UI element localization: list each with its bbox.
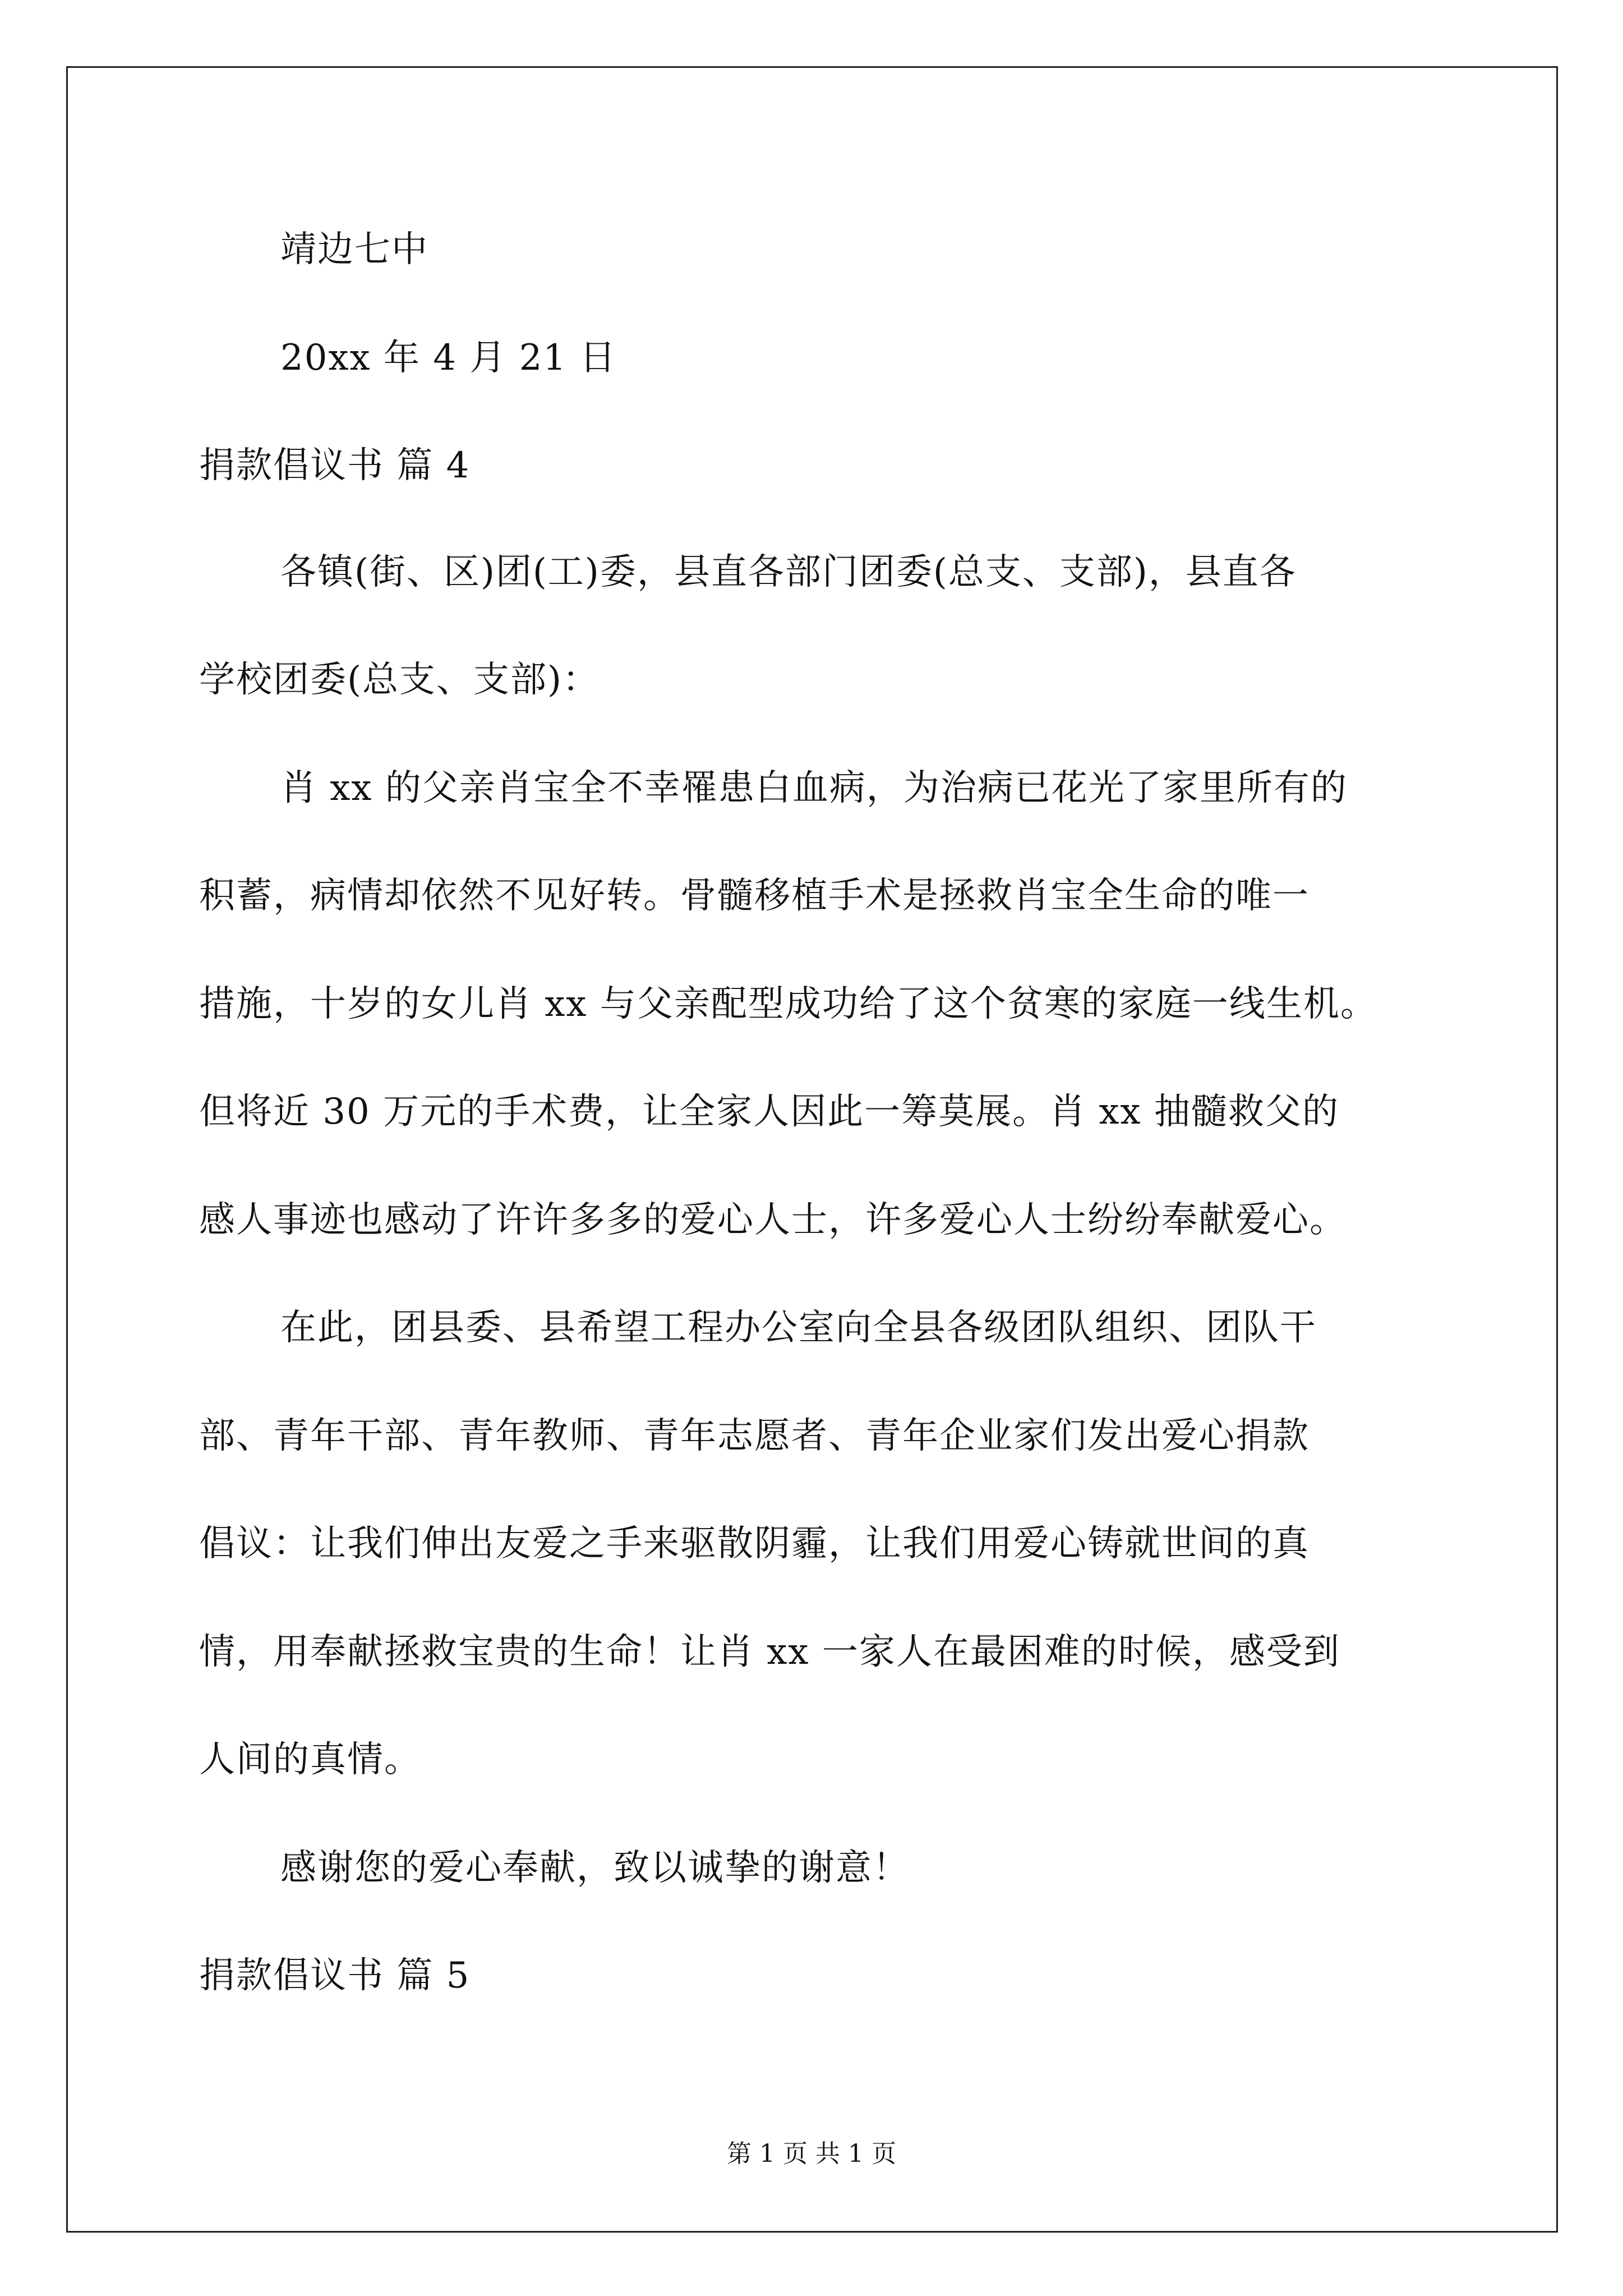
paragraph-1-line-2: 积蓄，病情却依然不见好转。骨髓移植手术是拯救肖宝全生命的唯一	[199, 875, 1310, 917]
paragraph-2-line-3: 倡议：让我们伸出友爱之手来驱散阴霾，让我们用爱心铸就世间的真	[199, 1523, 1310, 1565]
salutation-line-1: 各镇(街、区)团(工)委，县直各部门团委(总支、支部)，县直各	[280, 551, 1297, 593]
paragraph-1-line-5: 感人事迹也感动了许许多多的爱心人士，许多爱心人士纷纷奉献爱心。	[199, 1199, 1347, 1241]
signature-org: 靖边七中	[280, 229, 428, 270]
section-5-heading: 捐款倡议书 篇 5	[199, 1955, 471, 1996]
salutation-line-2: 学校团委(总支、支部)：	[199, 659, 600, 701]
paragraph-2-line-4: 情，用奉献拯救宝贵的生命！让肖 xx 一家人在最困难的时候，感受到	[199, 1631, 1340, 1673]
paragraph-2-line-5: 人间的真情。	[199, 1739, 421, 1780]
paragraph-1-line-4: 但将近 30 万元的手术费，让全家人因此一筹莫展。肖 xx 抽髓救父的	[199, 1091, 1339, 1133]
paragraph-1-line-1: 肖 xx 的父亲肖宝全不幸罹患白血病，为治病已花光了家里所有的	[280, 767, 1348, 809]
paragraph-2-line-1: 在此，团县委、县希望工程办公室向全县各级团队组织、团队干	[280, 1307, 1317, 1349]
section-4-heading: 捐款倡议书 篇 4	[199, 445, 471, 486]
paragraph-1-line-3: 措施，十岁的女儿肖 xx 与父亲配型成功给了这个贫寒的家庭一线生机。	[199, 983, 1377, 1025]
page-border	[66, 66, 1558, 2233]
page-footer: 第 1 页 共 1 页	[727, 2139, 896, 2168]
paragraph-2-line-2: 部、青年干部、青年教师、青年志愿者、青年企业家们发出爱心捐款	[199, 1415, 1310, 1457]
signature-date: 20xx 年 4 月 21 日	[280, 337, 617, 379]
thanks-line: 感谢您的爱心奉献，致以诚挚的谢意！	[280, 1847, 910, 1889]
